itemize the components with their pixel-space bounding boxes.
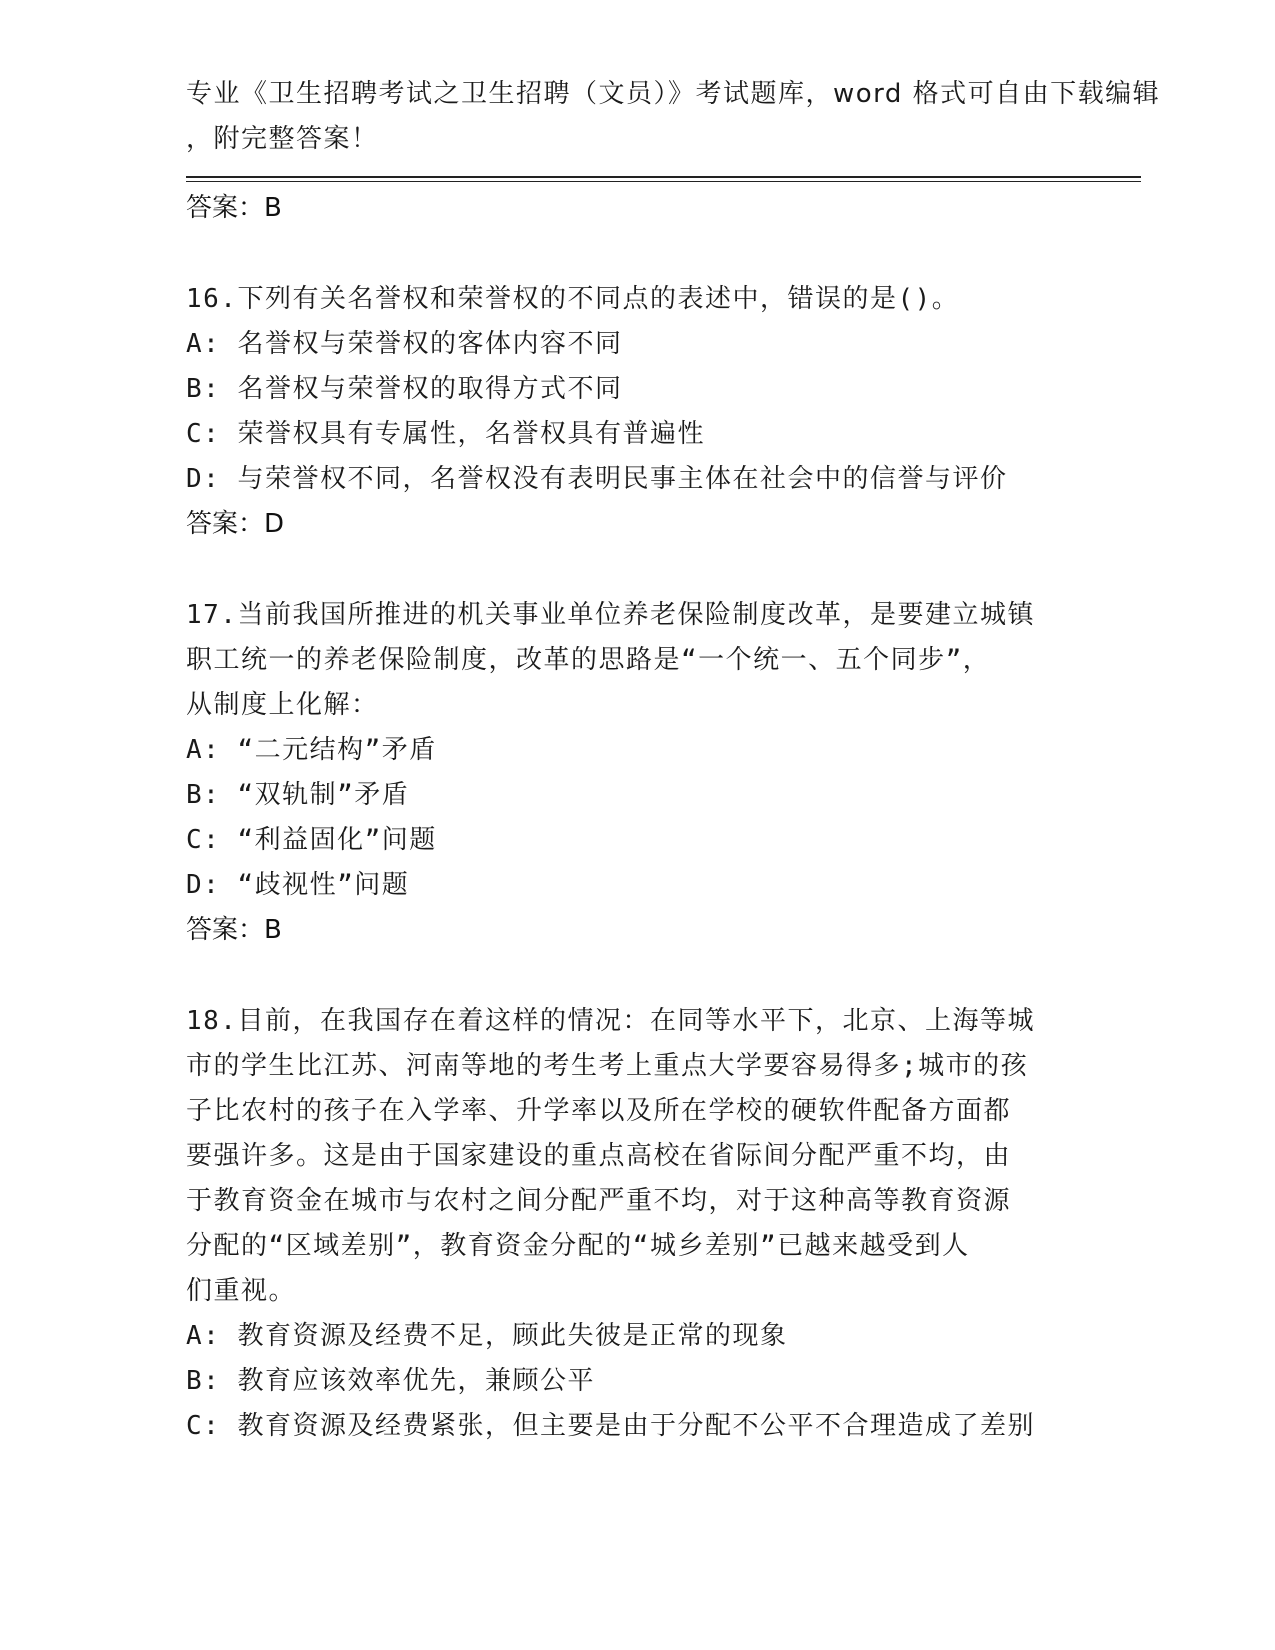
question-18-stem-line: 市的学生比江苏、河南等地的考生考上重点大学要容易得多;城市的孩 xyxy=(186,1051,1029,1081)
question-18-stem-line: 18.目前，在我国存在着这样的情况：在同等水平下，北京、上海等城 xyxy=(186,1006,1035,1036)
question-18-option-a: A: 教育资源及经费不足，顾此失彼是正常的现象 xyxy=(186,1321,788,1351)
answer-q16: 答案：D xyxy=(186,509,285,539)
question-18-stem-line: 子比农村的孩子在入学率、升学率以及所在学校的硬软件配备方面都 xyxy=(186,1096,1012,1126)
question-16-option-b: B: 名誉权与荣誉权的取得方式不同 xyxy=(186,374,623,404)
question-content xyxy=(186,186,1066,1449)
question-17-option-d: D: “歧视性”问题 xyxy=(186,870,410,900)
question-17-stem-line: 职工统一的养老保险制度，改革的思路是“一个统一、五个同步”， xyxy=(186,645,991,675)
question-16-option-c: C: 荣誉权具有专属性，名誉权具有普遍性 xyxy=(186,419,705,449)
question-17-stem-line: 从制度上化解： xyxy=(186,690,379,720)
answer-q15: 答案：B xyxy=(186,193,282,223)
answer-q17: 答案：B xyxy=(186,915,282,945)
spacer xyxy=(186,953,1066,999)
question-18-option-c: C: 教育资源及经费紧张，但主要是由于分配不公平不合理造成了差别 xyxy=(186,1411,1035,1441)
header-divider-thick xyxy=(186,176,1141,178)
question-17-option-a: A: “二元结构”矛盾 xyxy=(186,735,437,765)
question-18-stem-line: 要强许多。这是由于国家建设的重点高校在省际间分配严重不均，由 xyxy=(186,1141,1012,1171)
spacer xyxy=(186,547,1066,593)
header-line-1: 专业《卫生招聘考试之卫生招聘（文员）》考试题库，word 格式可自由下载编辑 xyxy=(186,79,1161,109)
question-17-option-c: C: “利益固化”问题 xyxy=(186,825,437,855)
question-16-option-a: A: 名誉权与荣誉权的客体内容不同 xyxy=(186,329,623,359)
question-16-stem: 16.下列有关名誉权和荣誉权的不同点的表述中，错误的是()。 xyxy=(186,284,960,314)
question-17-stem-line: 17.当前我国所推进的机关事业单位养老保险制度改革，是要建立城镇 xyxy=(186,600,1035,630)
header-line-2: ，附完整答案！ xyxy=(186,124,379,154)
question-17 xyxy=(186,593,1066,953)
spacer xyxy=(186,231,1066,277)
page-header-note xyxy=(186,72,1161,162)
question-18-stem-line: 于教育资金在城市与农村之间分配严重不均，对于这种高等教育资源 xyxy=(186,1186,1012,1216)
question-18-stem-line: 分配的“区域差别”，教育资金分配的“城乡差别”已越来越受到人 xyxy=(186,1231,970,1261)
question-16 xyxy=(186,277,1066,547)
question-18-stem-line: 们重视。 xyxy=(186,1276,297,1306)
header-divider-thin xyxy=(186,181,1141,182)
question-17-option-b: B: “双轨制”矛盾 xyxy=(186,780,410,810)
question-16-option-d: D: 与荣誉权不同，名誉权没有表明民事主体在社会中的信誉与评价 xyxy=(186,464,1008,494)
question-18-option-b: B: 教育应该效率优先，兼顾公平 xyxy=(186,1366,595,1396)
question-18 xyxy=(186,999,1066,1449)
